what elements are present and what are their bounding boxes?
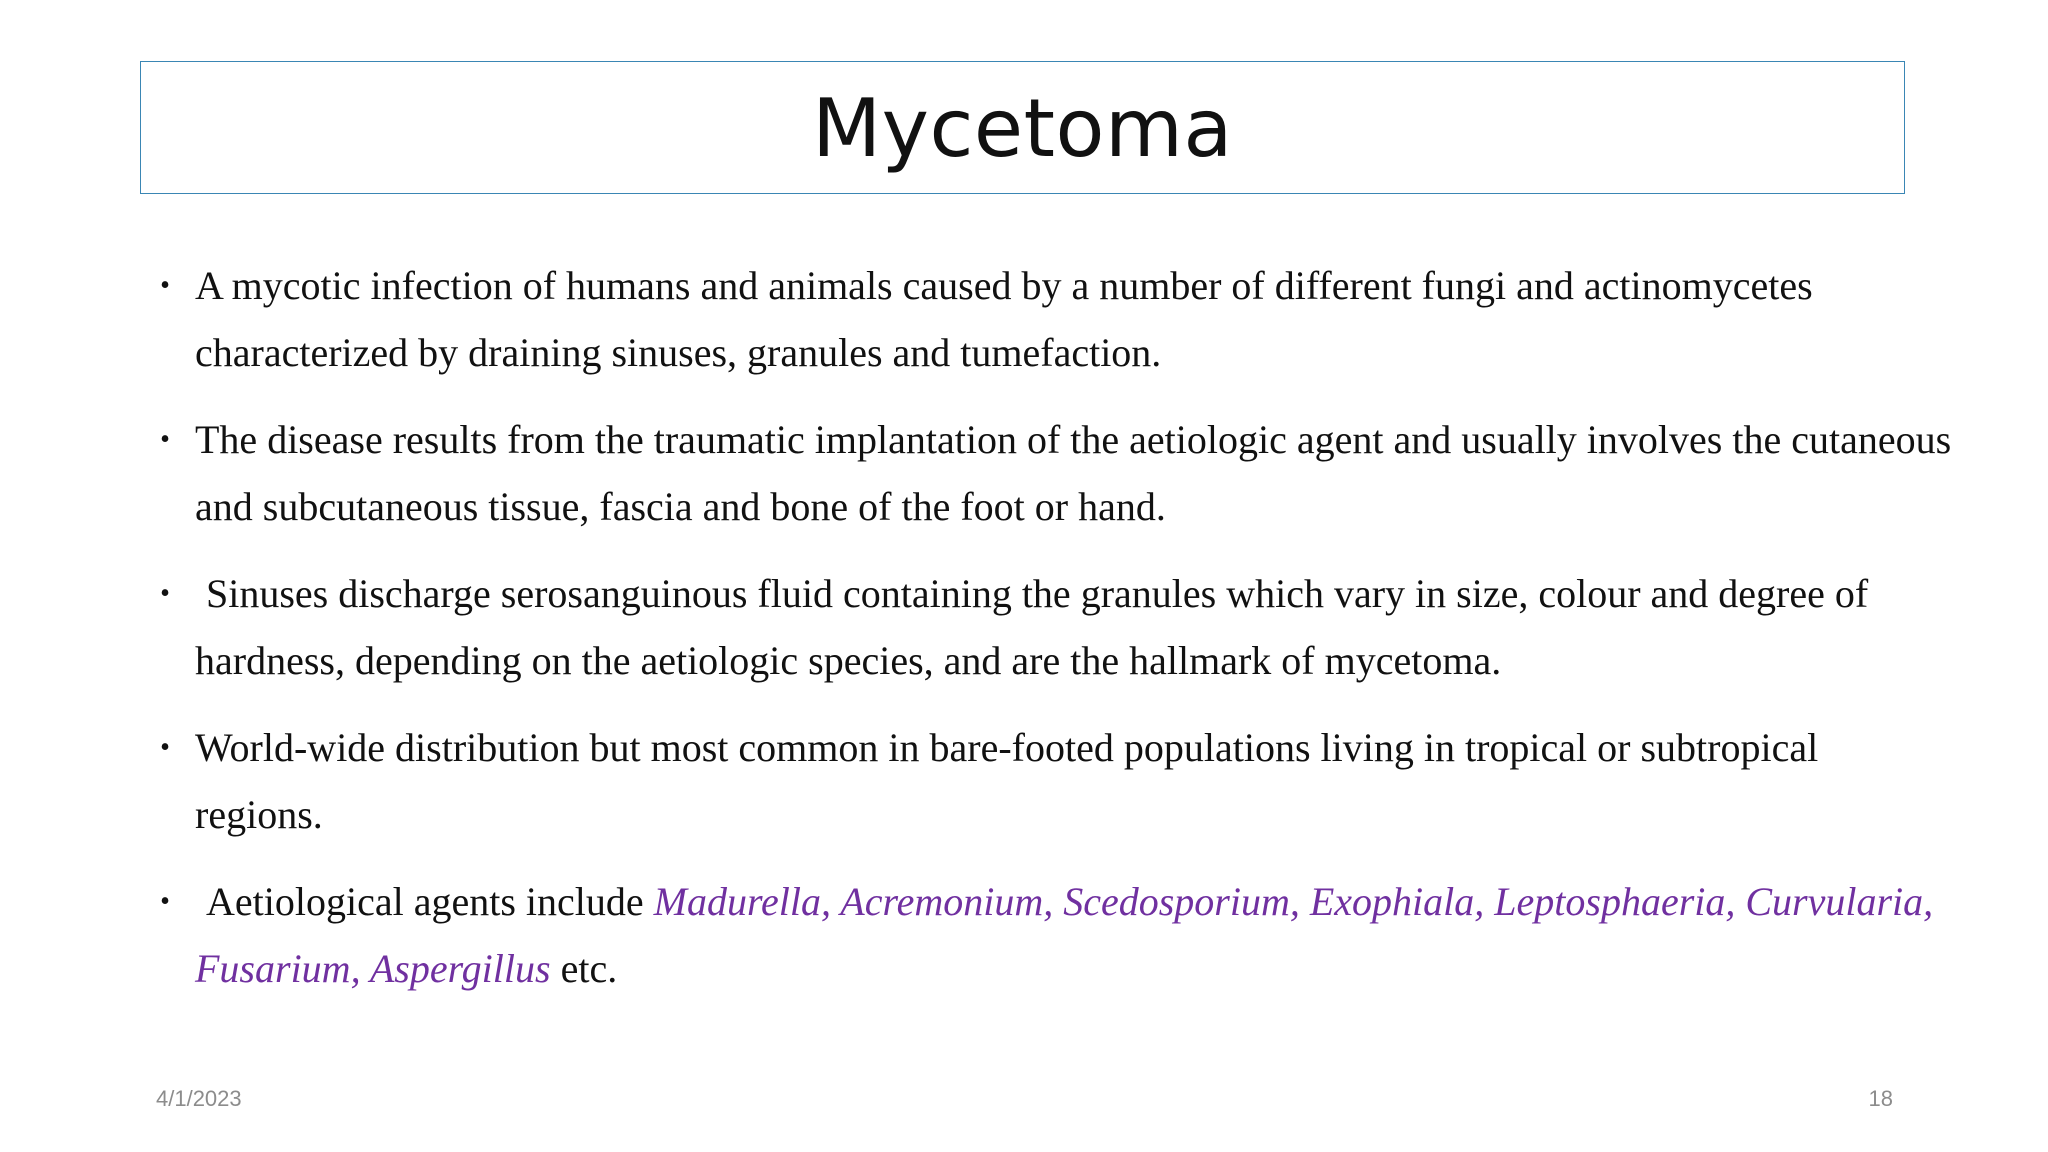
bullet-item (155, 868, 1955, 1002)
bullet-text: A mycotic infection of humans and animals caused by a number of different fungi and actinomycetes characterized by draining sinuses, granules and tumefaction. (195, 263, 1813, 375)
bullet-dot-icon: • (160, 270, 170, 301)
bullet-item (155, 714, 1955, 848)
bullet-dot-icon: • (160, 578, 170, 609)
bullet-text-content: Sinuses discharge serosanguinous fluid containing the granules which vary in size, colour and degree of hardness, depending on the aetiologic species, and are the hallmark of mycetoma. (195, 571, 1869, 683)
bullet-text (195, 868, 1955, 1002)
bullet-item (155, 406, 1955, 540)
bullet-dot-icon: • (160, 886, 170, 917)
bullet-item (155, 252, 1955, 386)
title-box (140, 61, 1905, 194)
bullet-dot-icon: • (160, 732, 170, 763)
agents-suffix: etc. (550, 946, 618, 991)
footer-page-number: 18 (1868, 1086, 1893, 1111)
bullet-list (155, 252, 1955, 1022)
slide-title: Mycetoma (812, 81, 1233, 175)
bullet-text (195, 560, 1955, 694)
bullet-text: World-wide distribution but most common in bare-footed populations living in tropical or subtropical regions. (195, 725, 1819, 837)
bullet-dot-icon: • (160, 424, 170, 455)
footer-date: 4/1/2023 (156, 1086, 242, 1111)
agents-prefix: Aetiological agents include (206, 879, 654, 924)
bullet-item (155, 560, 1955, 694)
species-list: Madurella, Acremonium, Scedosporium, Exophiala, Leptosphaeria, Curvularia, Fusarium, Aspergillus (195, 879, 1934, 991)
bullet-text: The disease results from the traumatic implantation of the aetiologic agent and usually involves the cutaneous and subcutaneous tissue, fascia and bone of the foot or hand. (195, 417, 1952, 529)
